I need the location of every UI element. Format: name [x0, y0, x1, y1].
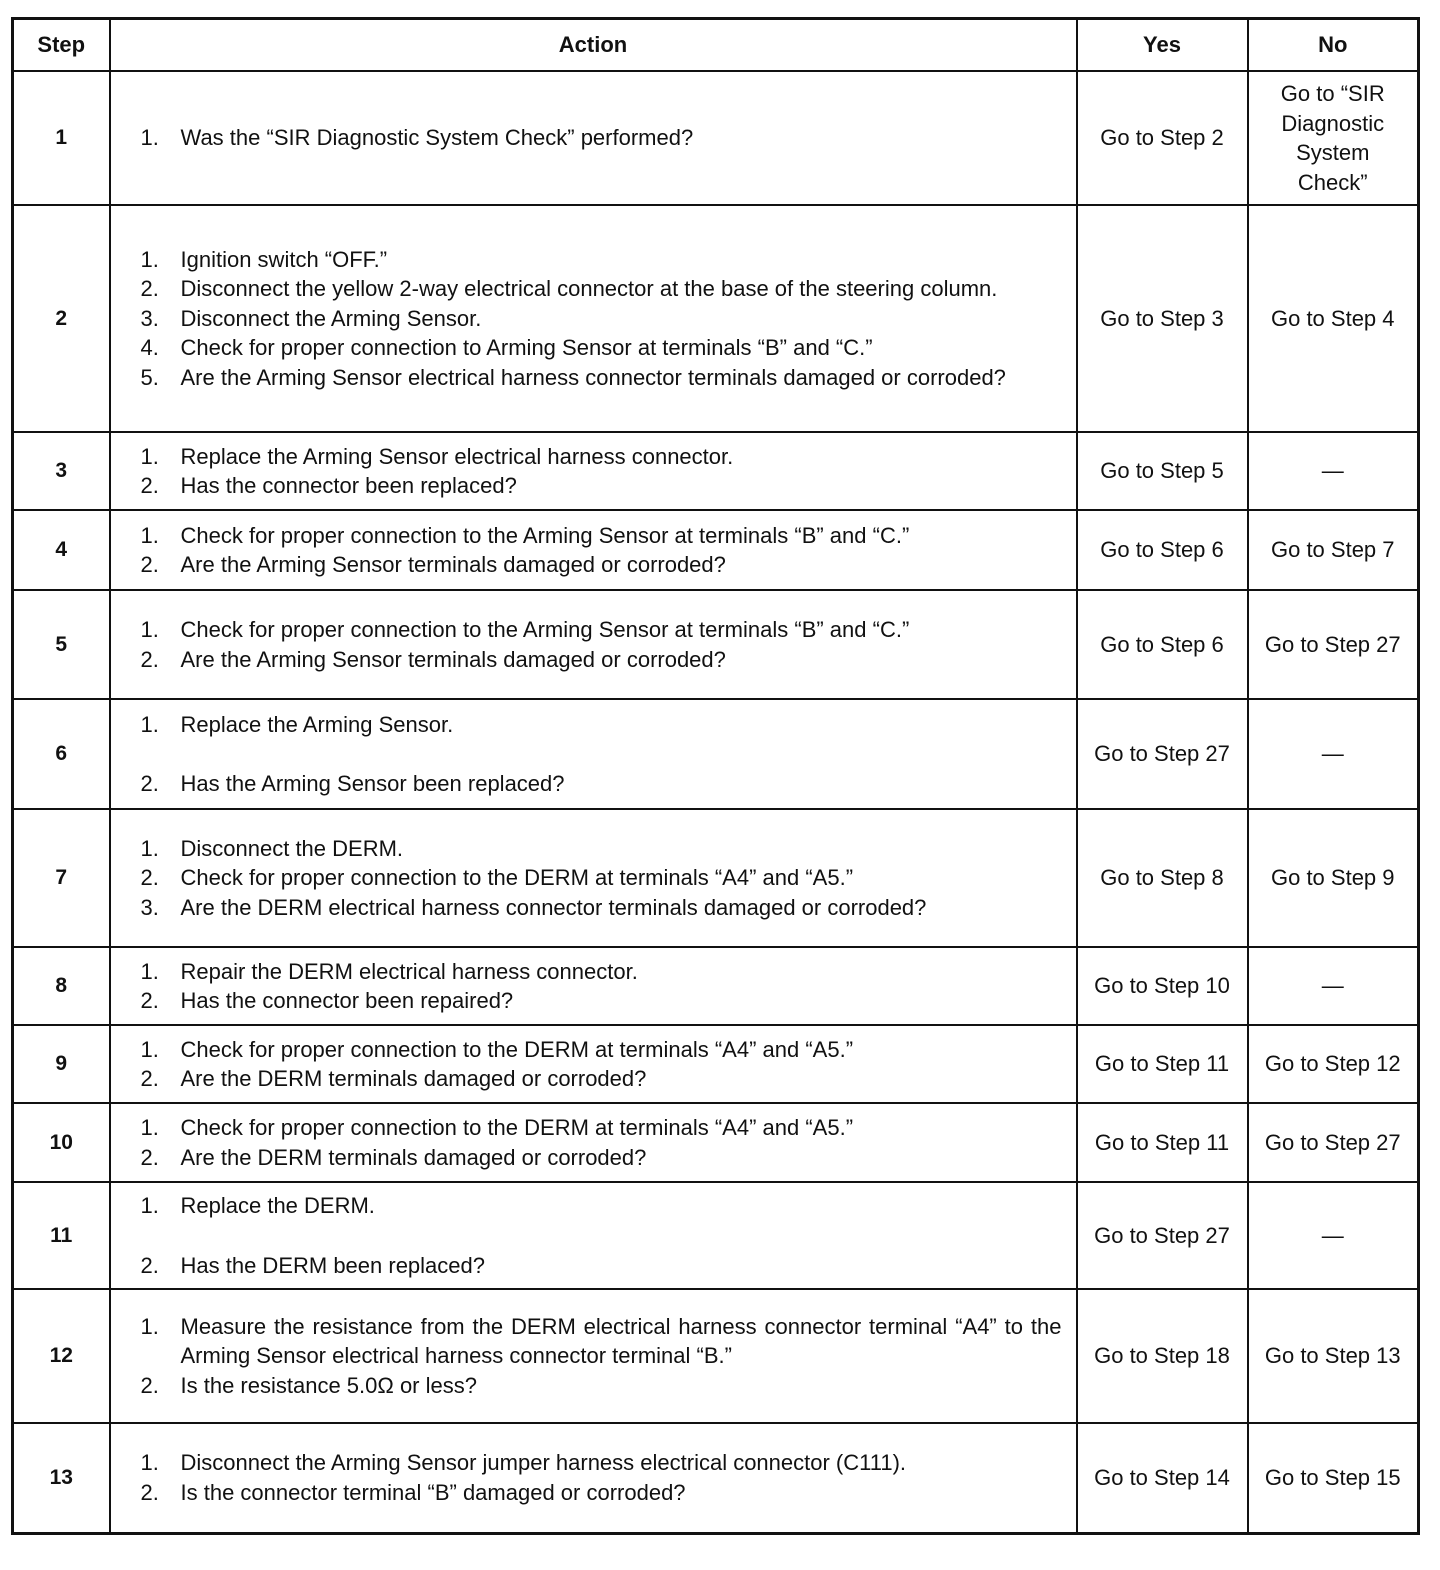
- item-number: 5.: [140, 364, 159, 390]
- table-row: [13, 1289, 1419, 1423]
- step-number: 1: [13, 71, 110, 205]
- item-text: Measure the resistance from the DERM electrical harness connector terminal “A4” to the Arming Sensor electrical harness connector terminal “B.”: [180, 1313, 1062, 1369]
- item-text: Check for proper connection to the Arming Sensor at terminals “B” and “C.”: [180, 617, 910, 642]
- step-number: 5: [13, 590, 110, 699]
- item-text: Disconnect the Arming Sensor.: [180, 305, 482, 331]
- step-number: 13: [13, 1423, 110, 1533]
- yes-result: Go to Step 10: [1077, 947, 1248, 1025]
- action-item: [141, 1251, 1062, 1281]
- yes-result: Go to Step 27: [1077, 699, 1248, 809]
- action-item: [141, 1371, 1062, 1401]
- item-text: Replace the Arming Sensor.: [180, 711, 454, 737]
- item-number: 1.: [140, 711, 159, 737]
- no-result: Go to Step 9: [1248, 809, 1419, 947]
- action-item: [141, 442, 1062, 472]
- yes-result: Go to Step 5: [1077, 432, 1248, 510]
- yes-result: Go to Step 11: [1077, 1025, 1248, 1103]
- item-number: 2.: [140, 988, 159, 1013]
- step-number: 2: [13, 205, 110, 432]
- item-number: 1.: [140, 443, 159, 469]
- header-action: Action: [110, 19, 1077, 72]
- no-result: —: [1248, 699, 1419, 809]
- action-item: [141, 1448, 1062, 1478]
- item-number: 2.: [140, 552, 159, 577]
- item-number: 3.: [140, 894, 159, 920]
- no-result: Go to Step 27: [1248, 590, 1419, 699]
- item-number: 1.: [140, 125, 159, 151]
- item-number: 1.: [140, 835, 159, 861]
- action-item: [141, 986, 1062, 1016]
- yes-result: Go to Step 11: [1077, 1103, 1248, 1182]
- no-result: Go to Step 4: [1248, 205, 1419, 432]
- action-item: [141, 769, 1062, 799]
- action-cell: [110, 1423, 1077, 1533]
- step-number: 4: [13, 510, 110, 590]
- item-number: 2.: [140, 1479, 159, 1505]
- table-row: [13, 1025, 1419, 1103]
- action-cell: [110, 809, 1077, 947]
- action-item: [141, 957, 1062, 987]
- item-number: 2.: [140, 473, 159, 498]
- action-item: [141, 1064, 1062, 1094]
- item-text: Check for proper connection to the DERM at terminals “A4” and “A5.”: [180, 1036, 854, 1062]
- yes-result: Go to Step 6: [1077, 510, 1248, 590]
- no-result: Go to Step 7: [1248, 510, 1419, 590]
- item-number: 2.: [140, 865, 159, 891]
- action-item: [141, 893, 1062, 923]
- item-number: 1.: [140, 1193, 159, 1218]
- item-text: Check for proper connection to the DERM at terminals “A4” and “A5.”: [180, 865, 854, 891]
- no-result: Go to Step 15: [1248, 1423, 1419, 1533]
- item-text: Ignition switch “OFF.”: [180, 246, 388, 272]
- step-number: 11: [13, 1182, 110, 1289]
- table-row: [13, 809, 1419, 947]
- table-row: [13, 590, 1419, 699]
- table-row: [13, 1103, 1419, 1182]
- item-text: Replace the DERM.: [180, 1193, 375, 1218]
- no-result: Go to “SIR Diagnostic System Check”: [1248, 71, 1419, 205]
- item-text: Has the connector been repaired?: [180, 988, 514, 1013]
- action-cell: [110, 947, 1077, 1025]
- action-item: [141, 1113, 1062, 1143]
- table-row: [13, 205, 1419, 432]
- action-cell: [110, 205, 1077, 432]
- header-step: Step: [13, 19, 110, 72]
- no-result: Go to Step 12: [1248, 1025, 1419, 1103]
- table-row: [13, 432, 1419, 510]
- action-item: [141, 363, 1062, 393]
- step-number: 6: [13, 699, 110, 809]
- item-text: Was the “SIR Diagnostic System Check” performed?: [180, 125, 694, 151]
- item-number: 1.: [140, 1313, 159, 1339]
- item-number: 2.: [140, 276, 159, 302]
- action-item: [141, 521, 1062, 551]
- step-number: 8: [13, 947, 110, 1025]
- item-text: Are the Arming Sensor terminals damaged or corroded?: [180, 552, 726, 577]
- table-row: [13, 510, 1419, 590]
- action-cell: [110, 1103, 1077, 1182]
- action-item: [141, 1143, 1062, 1173]
- item-number: 2.: [140, 1066, 159, 1091]
- no-result: —: [1248, 432, 1419, 510]
- item-text: Has the DERM been replaced?: [180, 1252, 485, 1278]
- table-row: [13, 1182, 1419, 1289]
- no-result: —: [1248, 947, 1419, 1025]
- yes-result: Go to Step 6: [1077, 590, 1248, 699]
- item-text: Are the DERM terminals damaged or corroded?: [180, 1066, 647, 1091]
- action-item: [141, 1478, 1062, 1508]
- item-number: 2.: [140, 1372, 159, 1398]
- step-number: 3: [13, 432, 110, 510]
- item-number: 2.: [140, 1252, 159, 1278]
- action-item: [141, 710, 1062, 740]
- item-number: 1.: [140, 1450, 159, 1476]
- item-text: Are the Arming Sensor terminals damaged or corroded?: [180, 646, 726, 672]
- item-number: 2.: [140, 1144, 159, 1170]
- yes-result: Go to Step 8: [1077, 809, 1248, 947]
- item-text: Disconnect the Arming Sensor jumper harness electrical connector (C111).: [180, 1450, 907, 1476]
- action-cell: [110, 1289, 1077, 1423]
- action-item: [141, 304, 1062, 334]
- item-number: 1.: [140, 522, 159, 548]
- action-item: [141, 1035, 1062, 1065]
- no-result: Go to Step 13: [1248, 1289, 1419, 1423]
- action-cell: [110, 71, 1077, 205]
- step-number: 12: [13, 1289, 110, 1423]
- action-cell: [110, 699, 1077, 809]
- action-cell: [110, 1025, 1077, 1103]
- action-item: [141, 245, 1062, 275]
- action-cell: [110, 432, 1077, 510]
- item-number: 3.: [140, 305, 159, 331]
- yes-result: Go to Step 14: [1077, 1423, 1248, 1533]
- action-item: [141, 274, 1062, 304]
- step-number: 7: [13, 809, 110, 947]
- item-text: Check for proper connection to Arming Sensor at terminals “B” and “C.”: [180, 335, 873, 361]
- item-text: Has the Arming Sensor been replaced?: [180, 771, 565, 796]
- item-text: Are the Arming Sensor electrical harness connector terminals damaged or corroded?: [180, 364, 1006, 390]
- item-number: 1.: [140, 1115, 159, 1140]
- item-text: Replace the Arming Sensor electrical harness connector.: [180, 443, 734, 469]
- item-text: Check for proper connection to the DERM at terminals “A4” and “A5.”: [180, 1115, 854, 1140]
- table-row: [13, 947, 1419, 1025]
- item-text: Are the DERM electrical harness connector terminals damaged or corroded?: [180, 894, 927, 920]
- header-row: [13, 19, 1419, 72]
- item-number: 4.: [140, 335, 159, 361]
- action-item: [141, 123, 1062, 153]
- item-number: 2.: [140, 771, 159, 796]
- item-number: 1.: [140, 958, 159, 984]
- action-item: [141, 863, 1062, 893]
- item-text: Is the resistance 5.0Ω or less?: [180, 1372, 477, 1398]
- step-number: 10: [13, 1103, 110, 1182]
- action-item: [141, 615, 1062, 645]
- item-text: Check for proper connection to the Arming Sensor at terminals “B” and “C.”: [180, 522, 910, 548]
- item-number: 1.: [140, 617, 159, 642]
- item-text: Is the connector terminal “B” damaged or corroded?: [180, 1479, 686, 1505]
- action-item: [141, 550, 1062, 580]
- no-result: Go to Step 27: [1248, 1103, 1419, 1182]
- item-text: Are the DERM terminals damaged or corroded?: [180, 1144, 647, 1170]
- item-number: 1.: [140, 246, 159, 272]
- item-text: Disconnect the yellow 2-way electrical connector at the base of the steering column.: [180, 276, 998, 302]
- no-result: —: [1248, 1182, 1419, 1289]
- item-text: Disconnect the DERM.: [180, 835, 404, 861]
- action-item: [141, 834, 1062, 864]
- table-row: [13, 699, 1419, 809]
- item-number: 2.: [140, 646, 159, 672]
- action-cell: [110, 590, 1077, 699]
- yes-result: Go to Step 2: [1077, 71, 1248, 205]
- item-text: Repair the DERM electrical harness connector.: [180, 958, 638, 984]
- action-item: [141, 333, 1062, 363]
- action-cell: [110, 510, 1077, 590]
- action-item: [141, 471, 1062, 501]
- action-cell: [110, 1182, 1077, 1289]
- yes-result: Go to Step 3: [1077, 205, 1248, 432]
- action-item: [141, 1191, 1062, 1221]
- header-yes: Yes: [1077, 19, 1248, 72]
- yes-result: Go to Step 27: [1077, 1182, 1248, 1289]
- yes-result: Go to Step 18: [1077, 1289, 1248, 1423]
- header-no: No: [1248, 19, 1419, 72]
- diagnostic-table: [11, 17, 1420, 1535]
- action-item: [141, 645, 1062, 675]
- step-number: 9: [13, 1025, 110, 1103]
- table-row: [13, 1423, 1419, 1533]
- table-row: [13, 71, 1419, 205]
- action-item: [141, 1312, 1062, 1371]
- item-text: Has the connector been replaced?: [180, 473, 517, 498]
- item-number: 1.: [140, 1036, 159, 1062]
